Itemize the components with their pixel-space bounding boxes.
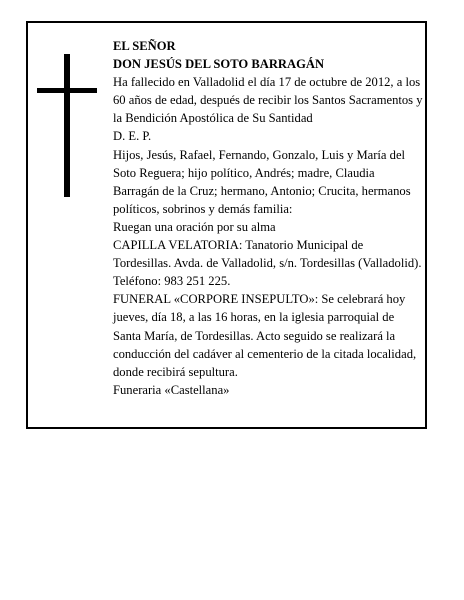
funeral-info: FUNERAL «CORPORE INSEPULTO»: Se celebrará hoy jueves, día 18, a las 16 horas, en la iglesia parroquial de Santa María, de Tordesillas. Acto seguido se realizará la conducción del cadáver al cementerio de la citada localidad, donde recibirá sepultura. (113, 292, 417, 379)
cross-vertical-bar (64, 54, 70, 197)
latin-cross-icon (37, 54, 97, 197)
funeral-home: Funeraria «Castellana» (113, 382, 230, 397)
prayer-request: Ruegan una oración por su alma (113, 219, 276, 234)
death-announcement: Ha fallecido en Valladolid el día 17 de octubre de 2012, a los 60 años de edad, después de recibir los Santos Sacramentos y la Bendición Apostólica de Su Santidad (113, 75, 423, 126)
obituary-text (113, 37, 423, 399)
cross-horizontal-bar (37, 88, 97, 93)
chapel-info: CAPILLA VELATORIA: Tanatorio Municipal de Tordesillas. Avda. de Valladolid, s/n. Tordesillas (Valladolid). Teléfono: 983 251 225. (113, 238, 422, 289)
dep-line: D. E. P. (113, 129, 152, 144)
notice-heading: EL SEÑOR (113, 39, 176, 53)
deceased-name: DON JESÚS DEL SOTO BARRAGÁN (113, 57, 325, 72)
family-list: Hijos, Jesús, Rafael, Fernando, Gonzalo, Luis y María del Soto Reguera; hijo político, Andrés; madre, Claudia Barragán de la Cruz; hermano, Antonio; Crucita, hermanos políticos, sobrinos y demás familia: (113, 147, 411, 216)
